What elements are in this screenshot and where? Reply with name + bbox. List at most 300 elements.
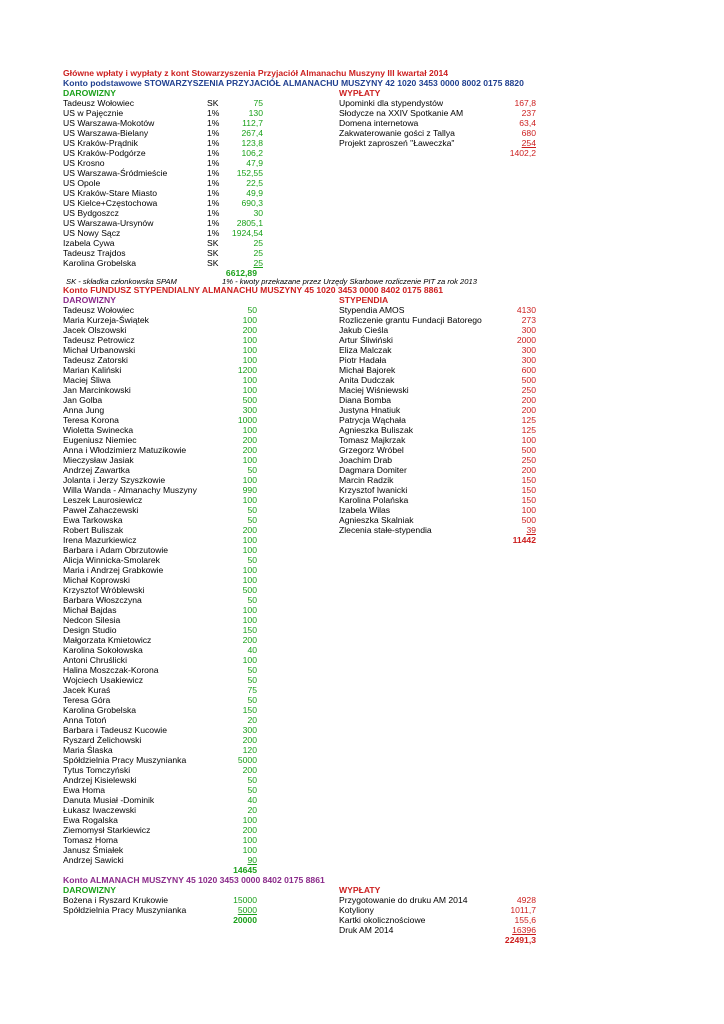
s2-scholarship-row-value: 150 xyxy=(521,495,536,505)
s1-donation-row-type: 1% xyxy=(207,228,220,238)
s2-donation-row-name: Alicja Winnicka-Smolarek xyxy=(63,555,160,565)
s2-donation-row-name: Andrzej Sawicki xyxy=(63,855,124,865)
s2-donation-row-name: Jan Marcinkowski xyxy=(63,385,131,395)
s2-donation-row-name: Michał Bajdas xyxy=(63,605,117,615)
s2-donation-row xyxy=(63,555,257,565)
s2-donation-row xyxy=(63,365,257,375)
s1-donation-row xyxy=(63,108,263,118)
s2-scholarship-row-value: 39 xyxy=(526,525,536,535)
s2-scholarship-row-name: Agnieszka Buliszak xyxy=(339,425,414,435)
s2-donations-total: 14645 xyxy=(233,865,257,875)
s2-scholarship-row xyxy=(339,425,536,435)
s2-donation-row-name: Tadeusz Zatorski xyxy=(63,355,128,365)
s2-donation-row-value: 100 xyxy=(242,425,257,435)
s2-scholarship-row-value: 100 xyxy=(521,435,536,445)
s1-donation-row-type: SK xyxy=(207,248,219,258)
s2-donation-row xyxy=(63,445,257,455)
s2-donation-row xyxy=(63,495,257,505)
s1-donation-row xyxy=(63,258,263,268)
s2-scholarship-row-name: Stypendia AMOS xyxy=(339,305,405,315)
s2-donation-row-name: Leszek Laurosiewicz xyxy=(63,495,143,505)
s3-payment-row xyxy=(339,905,536,915)
s2-scholarship-row-value: 600 xyxy=(521,365,536,375)
s1-donation-row xyxy=(63,248,263,258)
s1-donation-row-value: 22,5 xyxy=(246,178,263,188)
s2-scholarship-row xyxy=(339,325,536,335)
s2-donation-row-value: 1200 xyxy=(237,365,257,375)
s2-scholarship-row xyxy=(339,445,536,455)
s2-scholarship-row-value: 150 xyxy=(521,475,536,485)
s3-payment-row xyxy=(339,915,536,925)
s2-donation-row-name: Spółdzielnia Pracy Muszynianka xyxy=(63,755,187,765)
s3-donation-row-value: 5000 xyxy=(237,905,257,915)
s1-donation-row xyxy=(63,218,263,228)
s1-donation-row-value: 25 xyxy=(253,258,263,268)
s2-donation-row-name: Barbara Włoszczyna xyxy=(63,595,142,605)
s2-donation-row xyxy=(63,605,257,615)
s2-donation-row-value: 100 xyxy=(242,335,257,345)
s2-donation-row xyxy=(63,795,257,805)
s3-payment-row-name: Przygotowanie do druku AM 2014 xyxy=(339,895,468,905)
s2-donation-row-value: 100 xyxy=(242,565,257,575)
s3-donations-list xyxy=(63,895,257,915)
s2-scholarship-row-value: 4130 xyxy=(516,305,536,315)
s1-donation-row-value: 123,8 xyxy=(241,138,263,148)
s2-donation-row-value: 120 xyxy=(242,745,257,755)
s2-donation-row-name: Janusz Śmiałek xyxy=(63,845,124,855)
s2-donation-row-value: 200 xyxy=(242,825,257,835)
s1-donation-row-type: 1% xyxy=(207,208,220,218)
s1-payment-row-name: Projekt zaproszeń "Ławeczka" xyxy=(339,138,455,148)
s2-scholarship-row xyxy=(339,385,536,395)
s2-donation-row-value: 200 xyxy=(242,445,257,455)
s2-donation-row xyxy=(63,345,257,355)
s2-donation-row xyxy=(63,765,257,775)
s2-donation-row xyxy=(63,645,257,655)
s1-donations-heading: DAROWIZNY xyxy=(63,88,116,98)
s1-donation-row-type: 1% xyxy=(207,188,220,198)
s3-donations-total: 20000 xyxy=(233,915,257,925)
s2-donations-list xyxy=(63,305,257,865)
s1-donation-row-name: US Kraków-Stare Miasto xyxy=(63,188,158,198)
s2-scholarship-row xyxy=(339,305,536,315)
s2-donation-row-value: 50 xyxy=(247,595,257,605)
s1-donation-row-type: SK xyxy=(207,238,219,248)
s2-donation-row-name: Teresa Korona xyxy=(63,415,119,425)
s2-donation-row-value: 200 xyxy=(242,735,257,745)
s2-donation-row-value: 50 xyxy=(247,785,257,795)
s1-donation-row xyxy=(63,118,263,128)
s2-donation-row-name: Jacek Kuraś xyxy=(63,685,111,695)
s3-payment-row-value: 1011,7 xyxy=(510,905,536,915)
s2-donation-row-value: 50 xyxy=(247,695,257,705)
s2-donation-row xyxy=(63,815,257,825)
s2-scholarship-row-value: 500 xyxy=(521,375,536,385)
s2-donation-row xyxy=(63,785,257,795)
s2-donation-row xyxy=(63,385,257,395)
s2-donation-row xyxy=(63,705,257,715)
s2-donation-row xyxy=(63,425,257,435)
s2-donation-row-name: Maria i Andrzej Grabkowie xyxy=(63,565,164,575)
s2-scholarships-list xyxy=(339,305,536,535)
s2-donation-row-name: Anna Jung xyxy=(63,405,105,415)
s2-scholarship-row-value: 2000 xyxy=(516,335,536,345)
s3-payment-row-value: 4928 xyxy=(516,895,536,905)
s1-donation-row-name: US Krosno xyxy=(63,158,105,168)
s2-donation-row xyxy=(63,355,257,365)
s2-donation-row-name: Michał Koprowski xyxy=(63,575,130,585)
s1-payment-row-name: Upominki dla stypendystów xyxy=(339,98,444,108)
s1-donation-row-type: 1% xyxy=(207,178,220,188)
s2-donation-row xyxy=(63,595,257,605)
s2-donation-row xyxy=(63,465,257,475)
s2-donation-row xyxy=(63,485,257,495)
s1-donation-row xyxy=(63,178,263,188)
s2-donation-row-name: Karolina Grobelska xyxy=(63,705,137,715)
s2-scholarship-row-name: Zlecenia stałe-stypendia xyxy=(339,525,432,535)
s2-donation-row xyxy=(63,835,257,845)
s2-donation-row-value: 100 xyxy=(242,545,257,555)
s2-donation-row-name: Anna Totoń xyxy=(63,715,107,725)
s2-scholarship-row xyxy=(339,415,536,425)
s2-donation-row-value: 50 xyxy=(247,665,257,675)
s2-scholarship-row xyxy=(339,475,536,485)
s2-scholarship-row xyxy=(339,465,536,475)
s2-donation-row-value: 50 xyxy=(247,555,257,565)
s2-scholarship-row-name: Rozliczenie grantu Fundacji Batorego xyxy=(339,315,482,325)
s2-donation-row-value: 150 xyxy=(242,625,257,635)
s2-donation-row xyxy=(63,565,257,575)
s1-donation-row-name: US Nowy Sącz xyxy=(63,228,121,238)
s2-donation-row-name: Ziemomysł Starkiewicz xyxy=(63,825,151,835)
s1-payment-row-name: Domena internetowa xyxy=(339,118,419,128)
s2-scholarship-row xyxy=(339,405,536,415)
s2-scholarship-row-name: Marcin Radzik xyxy=(339,475,394,485)
s2-donation-row-name: Tytus Tomczyński xyxy=(63,765,131,775)
s3-payments-total: 22491,3 xyxy=(504,935,536,945)
s2-donation-row-value: 50 xyxy=(247,515,257,525)
s3-donation-row-value: 15000 xyxy=(233,895,257,905)
s2-scholarship-row xyxy=(339,345,536,355)
s2-scholarship-row-name: Dagmara Domiter xyxy=(339,465,407,475)
s2-scholarship-row-name: Krzysztof Iwanicki xyxy=(339,485,408,495)
s2-scholarship-row-name: Eliza Malczak xyxy=(339,345,392,355)
s2-donation-row-value: 100 xyxy=(242,455,257,465)
s2-donation-row xyxy=(63,335,257,345)
s1-donation-row-type: 1% xyxy=(207,138,220,148)
account3-title: Konto ALMANACH MUSZYNY 45 1020 3453 0000 8402 0175 8861 xyxy=(63,875,325,885)
s3-donations-heading: DAROWIZNY xyxy=(63,885,116,895)
s3-payment-row-name: Kartki okolicznościowe xyxy=(339,915,426,925)
s2-donation-row-value: 100 xyxy=(242,655,257,665)
s2-donation-row xyxy=(63,415,257,425)
s2-scholarship-row-value: 200 xyxy=(521,465,536,475)
s1-donation-row-name: US Bydgoszcz xyxy=(63,208,119,218)
s1-payment-row-value: 63,4 xyxy=(519,118,536,128)
s3-payment-row-name: Kotyliony xyxy=(339,905,374,915)
s1-donation-row-type: 1% xyxy=(207,128,220,138)
s3-payment-row-value: 16396 xyxy=(512,925,536,935)
s2-donation-row xyxy=(63,825,257,835)
s2-scholarship-row-value: 300 xyxy=(521,325,536,335)
s2-donation-row-name: Maria Ślaska xyxy=(63,745,113,755)
s2-donation-row-value: 50 xyxy=(247,305,257,315)
s3-payment-row-value: 155,6 xyxy=(514,915,536,925)
s1-donation-row-value: 267,4 xyxy=(241,128,263,138)
s2-donation-row-value: 100 xyxy=(242,495,257,505)
s2-donation-row-name: Marian Kaliński xyxy=(63,365,122,375)
s2-donation-row-name: Jacek Olszowski xyxy=(63,325,127,335)
s1-donation-row xyxy=(63,138,263,148)
s2-donation-row xyxy=(63,695,257,705)
s1-donation-row-name: US Kielce+Częstochowa xyxy=(63,198,158,208)
s2-donation-row xyxy=(63,455,257,465)
s2-donation-row-name: Halina Moszczak-Korona xyxy=(63,665,159,675)
s1-donation-row-name: Karolina Grobelska xyxy=(63,258,137,268)
s1-donation-row-name: US Warszawa-Bielany xyxy=(63,128,149,138)
s2-scholarship-row xyxy=(339,355,536,365)
s3-donation-row-name: Bożena i Ryszard Krukowie xyxy=(63,895,169,905)
s1-donation-row-value: 75 xyxy=(253,98,263,108)
s2-donation-row-name: Andrzej Zawartka xyxy=(63,465,130,475)
s1-donation-row-type: SK xyxy=(207,258,219,268)
account2-title: Konto FUNDUSZ STYPENDIALNY ALMANACHU MUSZYNY 45 1020 3453 0000 8402 0175 8861 xyxy=(63,285,444,295)
s2-donation-row-value: 20 xyxy=(247,805,257,815)
s1-donation-row xyxy=(63,98,263,108)
s2-donation-row xyxy=(63,435,257,445)
s1-payment-row-name: Słodycze na XXIV Spotkanie AM xyxy=(339,108,464,118)
s2-donation-row-name: Mieczysław Jasiak xyxy=(63,455,134,465)
s1-donation-row-value: 106,2 xyxy=(241,148,263,158)
s2-donation-row-name: Karolina Sokołowska xyxy=(63,645,143,655)
s2-donation-row-name: Barbara i Tadeusz Kucowie xyxy=(63,725,167,735)
s1-donation-row xyxy=(63,208,263,218)
s2-donation-row-name: Łukasz Iwaczewski xyxy=(63,805,137,815)
s2-donation-row xyxy=(63,775,257,785)
s2-scholarship-row-name: Karolina Polańska xyxy=(339,495,409,505)
s2-donation-row-value: 100 xyxy=(242,345,257,355)
s1-donations-list xyxy=(63,98,263,268)
s2-donation-row-value: 50 xyxy=(247,675,257,685)
s2-donation-row xyxy=(63,855,257,865)
s2-scholarship-row-name: Agnieszka Skalniak xyxy=(339,515,414,525)
s2-scholarship-row-name: Anita Dudczak xyxy=(339,375,395,385)
s3-payments-heading: WYPŁATY xyxy=(339,885,381,895)
s2-donation-row-value: 50 xyxy=(247,465,257,475)
s2-scholarships-heading: STYPENDIA xyxy=(339,295,389,305)
s2-donation-row-value: 90 xyxy=(247,855,257,865)
s2-scholarship-row xyxy=(339,515,536,525)
s2-donation-row-name: Ewa Homa xyxy=(63,785,106,795)
s1-donation-row-value: 25 xyxy=(253,248,263,258)
s2-scholarship-row xyxy=(339,495,536,505)
s2-donation-row xyxy=(63,325,257,335)
s2-scholarship-row-value: 200 xyxy=(521,395,536,405)
s2-donation-row xyxy=(63,845,257,855)
s2-donation-row-value: 500 xyxy=(242,395,257,405)
s2-scholarship-row xyxy=(339,365,536,375)
s2-donation-row-value: 990 xyxy=(242,485,257,495)
s2-donation-row-value: 200 xyxy=(242,635,257,645)
s2-scholarship-row xyxy=(339,395,536,405)
s1-donation-row-name: US Warszawa-Śródmieście xyxy=(63,168,168,178)
s2-donation-row-value: 50 xyxy=(247,505,257,515)
s2-donation-row-value: 75 xyxy=(247,685,257,695)
s2-donation-row-value: 100 xyxy=(242,385,257,395)
s2-scholarship-row-value: 100 xyxy=(521,505,536,515)
s2-donation-row-name: Krzysztof Wróblewski xyxy=(63,585,145,595)
s2-donation-row-value: 200 xyxy=(242,765,257,775)
s2-donation-row-name: Andrzej Kisielewski xyxy=(63,775,137,785)
s2-scholarship-row-name: Justyna Hnatiuk xyxy=(339,405,401,415)
s1-donation-row xyxy=(63,238,263,248)
s1-donation-row-name: US w Pajęcznie xyxy=(63,108,124,118)
s2-donation-row-name: Tadeusz Wołowiec xyxy=(63,305,135,315)
s2-donation-row-value: 40 xyxy=(247,795,257,805)
s1-donation-row-name: US Kraków-Prądnik xyxy=(63,138,138,148)
s2-scholarship-row-value: 300 xyxy=(521,345,536,355)
s1-donation-row-name: US Warszawa-Ursynów xyxy=(63,218,154,228)
s2-donation-row-name: Antoni Chruślicki xyxy=(63,655,127,665)
s2-scholarship-row-name: Patrycja Wąchała xyxy=(339,415,406,425)
s2-donation-row-name: Małgorzata Kmietowicz xyxy=(63,635,152,645)
s3-donation-row xyxy=(63,905,257,915)
s2-donation-row xyxy=(63,535,257,545)
s3-payment-row xyxy=(339,895,536,905)
s2-scholarship-row-value: 500 xyxy=(521,515,536,525)
s1-donation-row-type: SK xyxy=(207,98,219,108)
s1-payment-row-name: Zakwaterowanie gości z Tallya xyxy=(339,128,455,138)
s1-donation-row-name: US Warszawa-Mokotów xyxy=(63,118,155,128)
s2-scholarship-row-name: Piotr Hadała xyxy=(339,355,387,365)
s2-donation-row-name: Irena Mazurkiewicz xyxy=(63,535,137,545)
s2-donation-row-name: Nedcon Silesia xyxy=(63,615,121,625)
s1-donation-row-type: 1% xyxy=(207,168,220,178)
s2-donation-row xyxy=(63,315,257,325)
s1-donation-row-value: 47,9 xyxy=(246,158,263,168)
s2-donation-row-value: 40 xyxy=(247,645,257,655)
s3-payments-list xyxy=(339,895,536,935)
s1-donation-row-value: 112,7 xyxy=(242,118,263,128)
s2-donation-row-value: 200 xyxy=(242,525,257,535)
s2-donation-row-name: Robert Buliszak xyxy=(63,525,124,535)
s2-scholarship-row-value: 125 xyxy=(521,425,536,435)
s2-donation-row xyxy=(63,685,257,695)
s2-scholarship-row xyxy=(339,375,536,385)
s1-donation-row-value: 690,3 xyxy=(241,198,263,208)
s2-donation-row-value: 50 xyxy=(247,775,257,785)
s2-donation-row xyxy=(63,405,257,415)
s2-donation-row xyxy=(63,725,257,735)
s1-donation-row-name: Izabela Cywa xyxy=(63,238,115,248)
s1-donation-row-type: 1% xyxy=(207,198,220,208)
s2-donation-row xyxy=(63,625,257,635)
s2-donation-row-value: 20 xyxy=(247,715,257,725)
s2-donation-row-name: Wioletta Swinecka xyxy=(63,425,134,435)
account1-title: Konto podstawowe STOWARZYSZENIA PRZYJACIÓŁ ALMANACHU MUSZYNY 42 1020 3453 0000 8002 0175 8820 xyxy=(63,78,524,88)
s2-donation-row xyxy=(63,475,257,485)
s1-donation-row-value: 152,55 xyxy=(236,168,263,178)
page-title: Główne wpłaty i wypłaty z kont Stowarzyszenia Przyjaciół Almanachu Muszyny III kwartał 2014 xyxy=(63,68,449,78)
s2-donation-row xyxy=(63,665,257,675)
s1-donation-row xyxy=(63,168,263,178)
s1-donation-row-name: US Kraków-Podgórze xyxy=(63,148,146,158)
s2-donation-row-name: Ewa Tarkowska xyxy=(63,515,123,525)
s1-donation-row-name: Tadeusz Trajdos xyxy=(63,248,126,258)
s2-donation-row xyxy=(63,515,257,525)
s1-donation-row-type: 1% xyxy=(207,108,220,118)
s2-scholarship-row-name: Diana Bomba xyxy=(339,395,392,405)
s2-donation-row-name: Maciej Śliwa xyxy=(63,375,111,385)
s3-donation-row-name: Spółdzielnia Pracy Muszynianka xyxy=(63,905,187,915)
s1-payments-total: 1402,2 xyxy=(509,148,536,158)
s2-donation-row-name: Eugeniusz Niemiec xyxy=(63,435,137,445)
s2-donation-row xyxy=(63,715,257,725)
s2-donation-row-value: 200 xyxy=(242,325,257,335)
s2-scholarship-row-value: 273 xyxy=(521,315,536,325)
note-pct: 1% - kwoty przekazane przez Urzędy Skarbowe rozliczenie PIT za rok 2013 xyxy=(222,277,477,286)
s2-donation-row-value: 100 xyxy=(242,605,257,615)
s1-donation-row-name: US Opole xyxy=(63,178,101,188)
s2-donation-row-value: 100 xyxy=(242,375,257,385)
s1-payment-row-value: 167,8 xyxy=(514,98,536,108)
s1-payment-row-value: 237 xyxy=(521,108,536,118)
s2-donation-row xyxy=(63,375,257,385)
s2-donation-row xyxy=(63,525,257,535)
s1-donation-row-type: 1% xyxy=(207,218,220,228)
s2-donation-row-value: 500 xyxy=(242,585,257,595)
s1-payment-row-value: 254 xyxy=(521,138,536,148)
s2-donation-row-value: 100 xyxy=(242,575,257,585)
s2-donation-row xyxy=(63,635,257,645)
s2-donation-row-name: Tomasz Homa xyxy=(63,835,118,845)
s2-donation-row xyxy=(63,615,257,625)
s2-donation-row-value: 1000 xyxy=(237,415,257,425)
s2-scholarship-row-name: Michał Bajorek xyxy=(339,365,396,375)
s2-scholarship-row-value: 300 xyxy=(521,355,536,365)
s2-donation-row-value: 100 xyxy=(242,815,257,825)
s2-donation-row-value: 300 xyxy=(242,725,257,735)
s2-donation-row-name: Michał Urbanowski xyxy=(63,345,136,355)
s2-scholarship-row xyxy=(339,435,536,445)
s1-donation-row-value: 25 xyxy=(253,238,263,248)
s2-donation-row-name: Maria Kurzeja-Świątek xyxy=(63,315,149,325)
s2-donation-row-name: Paweł Zahaczewski xyxy=(63,505,139,515)
s1-donation-row-value: 2805,1 xyxy=(236,218,263,228)
s2-scholarship-row xyxy=(339,525,536,535)
s2-donation-row xyxy=(63,735,257,745)
s2-donation-row xyxy=(63,755,257,765)
s2-donation-row-name: Ewa Rogalska xyxy=(63,815,118,825)
s2-donation-row-name: Barbara i Adam Obrzutowie xyxy=(63,545,169,555)
s3-payment-row-name: Druk AM 2014 xyxy=(339,925,394,935)
s2-donation-row-value: 100 xyxy=(242,355,257,365)
s2-donation-row-name: Tadeusz Petrowicz xyxy=(63,335,135,345)
s2-donation-row xyxy=(63,745,257,755)
s2-donation-row-name: Danuta Musiał -Dominik xyxy=(63,795,155,805)
s2-donation-row xyxy=(63,655,257,665)
s1-donation-row-value: 130 xyxy=(248,108,263,118)
s2-scholarship-row-value: 250 xyxy=(521,385,536,395)
s1-donation-row-value: 49,9 xyxy=(246,188,263,198)
s2-scholarship-row-name: Grzegorz Wróbel xyxy=(339,445,404,455)
s2-scholarship-row-value: 250 xyxy=(521,455,536,465)
s2-scholarship-row-value: 500 xyxy=(521,445,536,455)
s2-donations-heading: DAROWIZNY xyxy=(63,295,116,305)
s2-donation-row-value: 100 xyxy=(242,835,257,845)
s2-donation-row-value: 100 xyxy=(242,315,257,325)
s2-donation-row-value: 200 xyxy=(242,435,257,445)
